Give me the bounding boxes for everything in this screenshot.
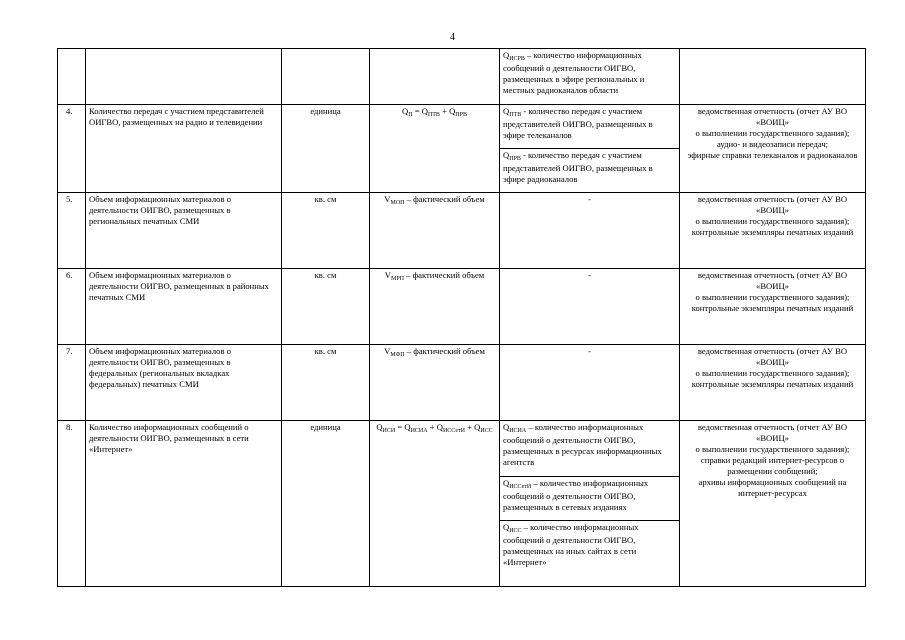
indicator-name: Объем информационных материалов о деятельности ОИГВО, размещенных в региональных печатных СМИ — [86, 193, 282, 269]
indicator-desc: - — [500, 269, 680, 345]
indicator-name: Количество информационных сообщений о деятельности ОИГВО, размещенных в сети «Интернет» — [86, 421, 282, 587]
indicator-desc: $Q_{ИСС}$ – количество информационных сообщений о деятельности ОИГВО, размещенных на иных сайтах в сети «Интернет» — [500, 521, 680, 587]
data-source: ведомственная отчетность (отчет АУ ВО «ВОИЦ» о выполнении государственного задания); контрольные экземпляры печатных изданий — [680, 345, 866, 421]
indicator-desc: $Q_{ПТВ}$ - количество передач с участием представителей ОИГВО, размещенных в эфире телеканалов — [500, 105, 680, 149]
indicator-unit: кв. см — [282, 269, 370, 345]
indicator-unit: единица — [282, 421, 370, 587]
row-number: 4. — [58, 105, 86, 193]
indicator-formula: $V_{МФП}$ – фактический объем — [370, 345, 500, 421]
table-row — [58, 421, 866, 477]
row-number: 5. — [58, 193, 86, 269]
table-row — [58, 345, 866, 421]
indicator-desc: - — [500, 193, 680, 269]
table-row — [58, 105, 866, 149]
row-number: 6. — [58, 269, 86, 345]
table-row — [58, 193, 866, 269]
indicator-desc: $Q_{ИССетИ}$ – количество информационных сообщений о деятельности ОИГВО, размещенных в сетевых изданиях — [500, 477, 680, 521]
page-number: 4 — [450, 32, 455, 43]
indicator-formula: $V_{МРП}$ – фактический объем — [370, 269, 500, 345]
indicator-desc: - — [500, 345, 680, 421]
indicators-table — [57, 48, 866, 587]
indicator-formula: $Q_{ИСИ} = Q_{ИСИА} + Q_{ИССетИ} + Q_{ИСС}$ — [370, 421, 500, 587]
indicator-formula: $V_{МОП}$ – фактический объем — [370, 193, 500, 269]
data-source: ведомственная отчетность (отчет АУ ВО «ВОИЦ» о выполнении государственного задания); аудио- и видеозаписи передач; эфирные справки телеканалов и радиоканалов — [680, 105, 866, 193]
table-row — [58, 269, 866, 345]
indicator-name: Объем информационных материалов о деятельности ОИГВО, размещенных в районных печатных СМИ — [86, 269, 282, 345]
data-source: ведомственная отчетность (отчет АУ ВО «ВОИЦ» о выполнении государственного задания); контрольные экземпляры печатных изданий — [680, 269, 866, 345]
indicator-desc: $Q_{ИСРВ}$ – количество информационных сообщений о деятельности ОИГВО, размещенных в эфире региональных и местных радиоканалов области — [500, 49, 680, 105]
indicator-name: Количество передач с участием представителей ОИГВО, размещенных на радио и телевидении — [86, 105, 282, 193]
table-row — [58, 49, 866, 105]
data-source: ведомственная отчетность (отчет АУ ВО «ВОИЦ» о выполнении государственного задания); справки редакций интернет-ресурсов о размещении сообщений; архивы информационных сообщений на интернет-ресурсах — [680, 421, 866, 587]
indicator-formula: $Q_П = Q_{ПТВ} + Q_{ПРВ}$ — [370, 105, 500, 193]
indicator-desc: $Q_{ПРВ}$ - количество передач с участием представителей ОИГВО, размещенных в эфире радиоканалов — [500, 149, 680, 193]
data-source: ведомственная отчетность (отчет АУ ВО «ВОИЦ» о выполнении государственного задания); контрольные экземпляры печатных изданий — [680, 193, 866, 269]
indicator-name: Объем информационных материалов о деятельности ОИГВО, размещенных в федеральных (региональных вкладках федеральных) печатных СМИ — [86, 345, 282, 421]
indicator-unit: кв. см — [282, 345, 370, 421]
indicator-unit: кв. см — [282, 193, 370, 269]
indicator-unit: единица — [282, 105, 370, 193]
row-number: 7. — [58, 345, 86, 421]
row-number: 8. — [58, 421, 86, 587]
indicator-desc: $Q_{ИСИА}$ – количество информационных сообщений о деятельности ОИГВО, размещенных в ресурсах информационных агентств — [500, 421, 680, 477]
